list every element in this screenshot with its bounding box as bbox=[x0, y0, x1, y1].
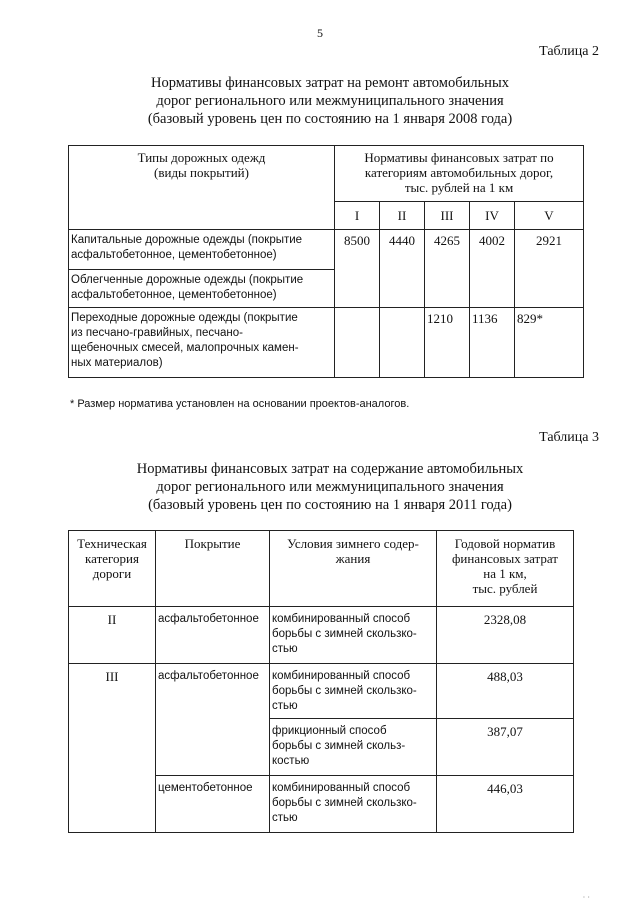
table-2-title bbox=[60, 74, 600, 128]
category-cell: II bbox=[69, 607, 156, 664]
condition-cell bbox=[270, 607, 437, 664]
cell-line: комбинированный способ bbox=[272, 613, 411, 625]
cell-line: борьбы с зимней скользко- bbox=[272, 628, 417, 640]
header-line: категориям автомобильных дорог, bbox=[364, 165, 554, 180]
cell-line: комбинированный способ bbox=[272, 782, 411, 794]
value-cell: 8500 bbox=[335, 230, 380, 308]
value-cell bbox=[380, 308, 425, 378]
category-header: III bbox=[425, 202, 470, 230]
value-cell: 2328,08 bbox=[437, 607, 574, 664]
value-cell: 446,03 bbox=[437, 776, 574, 833]
cell-line: асфальтобетонное, цементобетонное) bbox=[71, 289, 277, 301]
value-cell: 488,03 bbox=[437, 664, 574, 719]
value-cell: 1136 bbox=[470, 308, 515, 378]
cell-line: Переходные дорожные одежды (покрытие bbox=[71, 312, 298, 324]
cell-line: стью bbox=[272, 700, 298, 712]
cell-line: ных материалов) bbox=[71, 357, 163, 369]
header-conditions bbox=[270, 531, 437, 607]
header-category bbox=[69, 531, 156, 607]
cell-line: костью bbox=[272, 755, 310, 767]
header-surface bbox=[156, 531, 270, 607]
table-2 bbox=[68, 145, 584, 378]
table-3 bbox=[68, 530, 574, 833]
header-line: Покрытие bbox=[184, 536, 241, 551]
table-3-title bbox=[60, 460, 600, 514]
condition-cell bbox=[270, 719, 437, 776]
cell-line: борьбы с зимней скользко- bbox=[272, 685, 417, 697]
value-cell: 2921 bbox=[515, 230, 584, 308]
header-line: финансовых затрат bbox=[452, 551, 558, 566]
cell-line: асфальтобетонное, цементобетонное) bbox=[71, 249, 277, 261]
category-header: V bbox=[515, 202, 584, 230]
table-2-label: Таблица 2 bbox=[539, 44, 599, 59]
value-cell: 387,07 bbox=[437, 719, 574, 776]
title-line: Нормативы финансовых затрат на ремонт автомобильных bbox=[151, 75, 509, 91]
condition-cell bbox=[270, 664, 437, 719]
title-line: дорог регионального или межмуниципального значения bbox=[156, 93, 504, 109]
header-line: Нормативы финансовых затрат по bbox=[364, 150, 554, 165]
category-cell: III bbox=[69, 664, 156, 833]
header-line: дороги bbox=[92, 566, 132, 581]
cell-line: борьбы с зимней скольз- bbox=[272, 740, 406, 752]
category-header: II bbox=[380, 202, 425, 230]
condition-cell bbox=[270, 776, 437, 833]
header-line: категория bbox=[85, 551, 139, 566]
value-cell: 4440 bbox=[380, 230, 425, 308]
title-line: (базовый уровень цен по состоянию на 1 января 2008 года) bbox=[147, 111, 513, 127]
cell-line: фрикционный способ bbox=[272, 725, 387, 737]
header-line: Типы дорожных одежд bbox=[137, 150, 266, 165]
category-header: IV bbox=[470, 202, 515, 230]
header-norms bbox=[335, 146, 584, 202]
value-cell bbox=[335, 308, 380, 378]
cell-line: щебеночных смесей, малопрочных камен- bbox=[71, 342, 299, 354]
value-cell: 4265 bbox=[425, 230, 470, 308]
footnote: * Размер норматива установлен на основании проектов-аналогов. bbox=[70, 398, 410, 410]
value-cell: 4002 bbox=[470, 230, 515, 308]
header-norm bbox=[437, 531, 574, 607]
header-line: Условия зимнего содер- bbox=[287, 536, 419, 551]
cell-line: комбинированный способ bbox=[272, 670, 411, 682]
header-line: тыс. рублей bbox=[472, 581, 538, 596]
surface-cell: асфальтобетонное bbox=[156, 607, 270, 664]
road-type-cell bbox=[69, 308, 335, 378]
header-line: Годовой норматив bbox=[454, 536, 556, 551]
cell-line: борьбы с зимней скользко- bbox=[272, 797, 417, 809]
value-cell: 829* bbox=[515, 308, 584, 378]
header-line: жания bbox=[335, 551, 371, 566]
header-road-types bbox=[69, 146, 335, 230]
header-line: тыс. рублей на 1 км bbox=[404, 180, 514, 195]
surface-cell: асфальтобетонное bbox=[156, 664, 270, 776]
margin-marks: · · bbox=[582, 893, 590, 902]
value-cell: 1210 bbox=[425, 308, 470, 378]
road-type-cell bbox=[69, 270, 335, 308]
table-3-label: Таблица 3 bbox=[539, 430, 599, 445]
surface-cell: цементобетонное bbox=[156, 776, 270, 833]
road-type-cell bbox=[69, 230, 335, 270]
cell-line: из песчано-гравийных, песчано- bbox=[71, 327, 244, 339]
title-line: дорог регионального или межмуниципального значения bbox=[156, 479, 504, 495]
title-line: (базовый уровень цен по состоянию на 1 января 2011 года) bbox=[148, 497, 512, 513]
header-line: на 1 км, bbox=[483, 566, 527, 581]
cell-line: стью bbox=[272, 812, 298, 824]
header-line: Техническая bbox=[77, 536, 147, 551]
cell-line: Капитальные дорожные одежды (покрытие bbox=[71, 234, 303, 246]
cell-line: стью bbox=[272, 643, 298, 655]
header-line: (виды покрытий) bbox=[154, 165, 249, 180]
title-line: Нормативы финансовых затрат на содержание автомобильных bbox=[136, 461, 524, 477]
cell-line: Облегченные дорожные одежды (покрытие bbox=[71, 274, 304, 286]
page-number: 5 bbox=[317, 26, 323, 40]
category-header: I bbox=[335, 202, 380, 230]
